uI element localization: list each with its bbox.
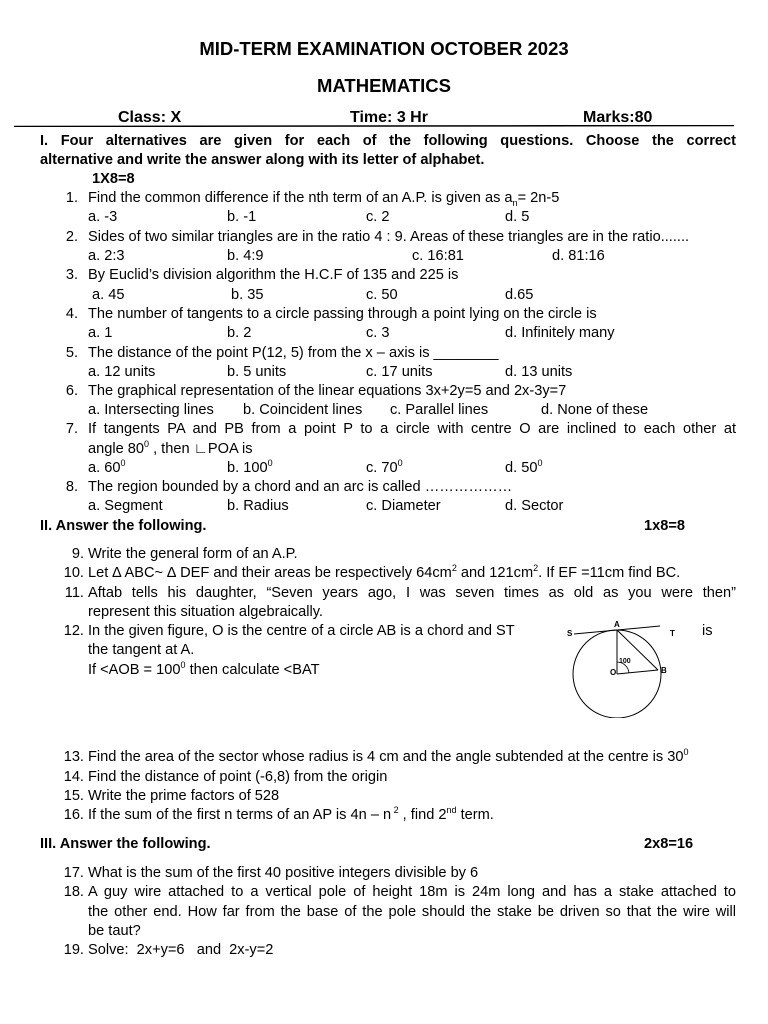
header-rule (14, 125, 734, 127)
question-number: 2. (65, 229, 78, 245)
question-12-line3: $If <AOB = 100^0$ then calculate <BAT (88, 660, 320, 678)
option-a: a. Segment (88, 498, 163, 514)
option-d: d. Infinitely many (505, 325, 615, 341)
section3-marks: 2x8=16 (644, 836, 694, 852)
option-b: b. Radius (227, 498, 289, 514)
question-18-line2: the other end. How far from the base of the pole should the stake be driven so that the wire will (88, 904, 736, 920)
question-18-line3: be taut? (88, 923, 141, 939)
question-number: 10. (63, 565, 84, 581)
option-c: c. Parallel lines (390, 402, 489, 418)
question-2-text: Sides of two similar triangles are in the ratio 4 : 9. Areas of these triangles are in the ratio....... (88, 229, 690, 245)
question-number: 16. (63, 807, 84, 823)
option-b: b. -1 (227, 209, 257, 225)
question-12-line2: the tangent at A. (88, 642, 195, 658)
question-12-is: is (702, 623, 713, 639)
section3-heading: III. Answer the following. (40, 836, 211, 852)
question-number: 1. (65, 190, 78, 206)
option-b: b. 35 (231, 287, 264, 303)
figure-label-s: S (567, 629, 573, 638)
question-19-text: Solve: 2x+y=6 and 2x-y=2 (88, 942, 274, 958)
question-17-text: What is the sum of the first 40 positive integers divisible by 6 (88, 865, 479, 881)
option-d: d.65 (505, 287, 534, 303)
class-label: Class: X (118, 109, 182, 126)
section1-marks: 1X8=8 (92, 171, 135, 187)
question-9-text: Write the general form of an A.P. (88, 546, 298, 562)
figure-label-o: O (610, 668, 617, 677)
option-b: b. 5 units (227, 364, 287, 380)
option-d: d. $50^0$ (505, 458, 543, 476)
question-11-line2: represent this situation algebraically. (88, 604, 323, 620)
question-number: 7. (65, 421, 78, 437)
question-6-text: The graphical representation of the linear equations 3x+2y=5 and 2x-3y=7 (88, 383, 567, 399)
option-c: c. 17 units (366, 364, 433, 380)
question-number: 6. (65, 383, 78, 399)
question-number: 17. (63, 865, 84, 881)
option-a: a. 45 (92, 287, 125, 303)
question-number: 3. (65, 267, 78, 283)
section1-instruction-line2: alternative and write the answer along with its letter of alphabet. (40, 152, 485, 168)
option-d: d. None of these (541, 402, 649, 418)
option-c: c. 16:81 (412, 248, 464, 264)
question-number: 9. (71, 546, 84, 562)
question-number: 4. (65, 306, 78, 322)
option-b: b. $100^0$ (227, 458, 273, 476)
section1-instruction-line1: I. Four alternatives are given for each of the following questions. Choose the correct (40, 133, 736, 149)
exam-title: MID-TERM EXAMINATION OCTOBER 2023 (199, 38, 569, 59)
option-a: a. 12 units (88, 364, 156, 380)
figure-label-b: B (661, 666, 667, 675)
section2-heading: II. Answer the following. (40, 518, 207, 534)
option-c: c. 2 (366, 209, 390, 225)
section2-marks: 1x8=8 (644, 518, 685, 534)
question-14-text: Find the distance of point (-6,8) from the origin (88, 769, 388, 785)
question-number: 11. (64, 585, 84, 601)
question-16-text: If the sum of the first n terms of an AP is 4n – n $^2$ , find 2nd term. (88, 805, 494, 823)
option-b: b. 2 (227, 325, 252, 341)
option-d: d. 13 units (505, 364, 573, 380)
option-b: b. Coincident lines (243, 402, 363, 418)
figure-label-t: T (670, 629, 675, 638)
option-c: c. 3 (366, 325, 390, 341)
question-number: 8. (65, 479, 78, 495)
option-d: d. 5 (505, 209, 530, 225)
question-10-text: Let ∆ ABC~ ∆ DEF and their areas be respectively $64cm^2$ and $121cm^2$. If EF =11cm find BC. (88, 563, 681, 581)
question-11-line1: Aftab tells his daughter, “Seven years ago, I was seven times as old as you were then” (88, 585, 736, 601)
question-12-line1: In the given figure, O is the centre of a circle AB is a chord and ST (88, 623, 515, 639)
option-d: d. 81:16 (552, 248, 605, 264)
question-number: 13. (63, 749, 84, 765)
question-7-line2: angle $80^0$ , then ∟POA is (88, 439, 253, 457)
question-7-line1: If tangents PA and PB from a point P to a circle with centre O are inclined to each other at (88, 421, 736, 437)
question-number: 14. (63, 769, 84, 785)
marks-label: Marks:80 (583, 109, 653, 126)
option-a: a. 1 (88, 325, 113, 341)
option-a: a. $60^0$ (88, 458, 126, 476)
question-1-text: Find the common difference if the nth term of an A.P. is given as $a_n= 2n-5$ (88, 190, 560, 208)
option-b: b. 4:9 (227, 248, 264, 264)
question-number: 5. (65, 345, 78, 361)
question-13-text: Find the area of the sector whose radius is 4 cm and the angle subtended at the centre is $30^0$ (88, 747, 689, 765)
question-15-text: Write the prime factors of 528 (88, 788, 280, 804)
time-label: Time: 3 Hr (350, 109, 428, 126)
question-3-text: By Euclid’s division algorithm the H.C.F of 135 and 225 is (88, 267, 459, 283)
question-number: 15. (63, 788, 84, 804)
question-number: 18. (63, 884, 84, 900)
figure-angle-label: 100 (619, 658, 631, 665)
radius-ob (617, 670, 658, 674)
option-d: d. Sector (505, 498, 564, 514)
option-c: c. $70^0$ (366, 458, 403, 476)
question-8-text: The region bounded by a chord and an arc is called ……………… (88, 479, 513, 495)
option-a: a. 2:3 (88, 248, 125, 264)
option-a: a. Intersecting lines (88, 402, 214, 418)
subject-title: MATHEMATICS (317, 75, 451, 96)
option-c: c. Diameter (366, 498, 441, 514)
question-4-text: The number of tangents to a circle passing through a point lying on the circle is (88, 306, 597, 322)
question-18-line1: A guy wire attached to a vertical pole of height 18m is 24m long and has a stake attached to (88, 884, 736, 900)
option-c: c. 50 (366, 287, 398, 303)
figure-label-a: A (614, 620, 620, 629)
option-a: a. -3 (88, 209, 118, 225)
question-number: 12. (63, 623, 84, 639)
question-number: 19. (63, 942, 84, 958)
question-5-text: The distance of the point P(12, 5) from the x – axis is ________ (88, 345, 499, 361)
